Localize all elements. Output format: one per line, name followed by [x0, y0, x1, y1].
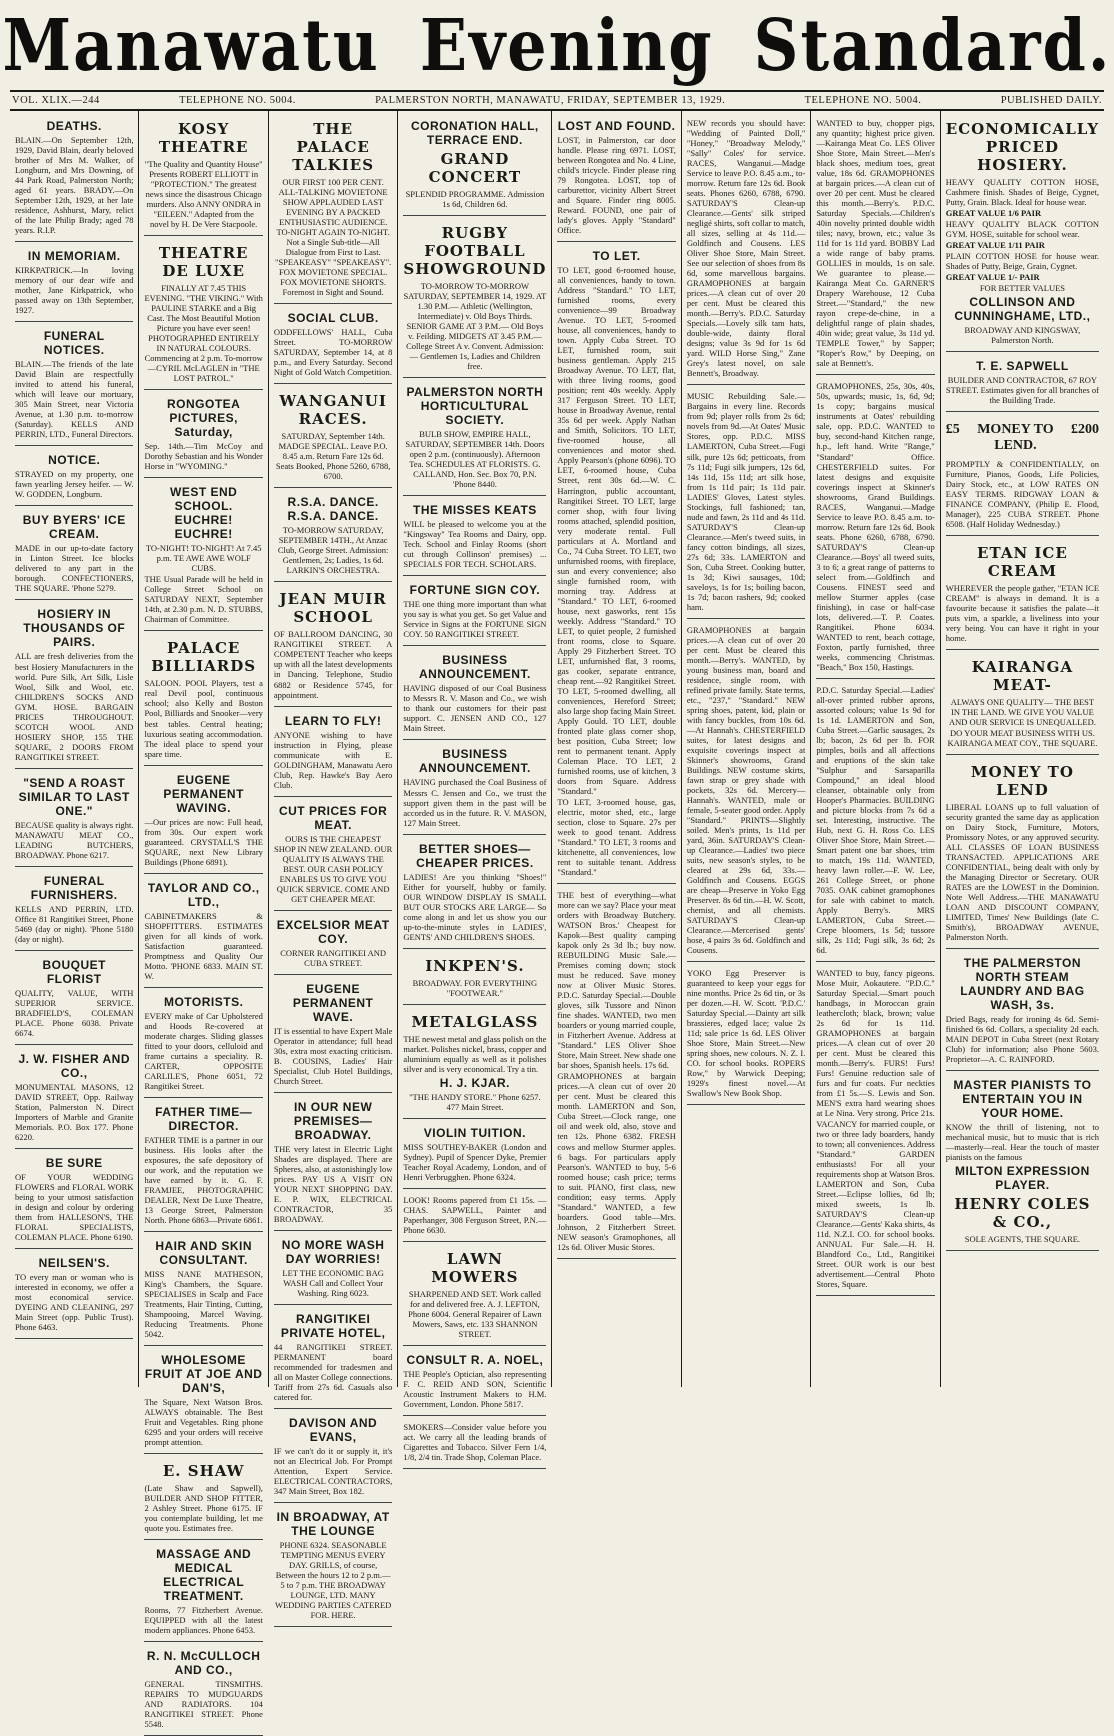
heading: KAIRANGA MEAT-	[971, 658, 1074, 695]
price-3: GREAT VALUE 1/- PAIR	[945, 272, 1040, 283]
money-to: £200	[1071, 422, 1100, 438]
text: Rooms, 77 Fitzherbert Avenue. EQUIPPED with all the latest modern appliances. Phone 6453.	[144, 1605, 263, 1636]
heading: RONGOTEA PICTURES, Saturday,	[167, 397, 241, 440]
private-hotel-ad	[274, 1307, 392, 1409]
etan-ice-cream-ad	[946, 538, 1099, 650]
text: LIBERAL LOANS up to full valuation of security granted the same day as application on Dairy Stock, Furniture, Motors, Promissory Notes, or any approved security. ALL CLASSES OF LOAN BUSINESS TRANSACTED. APPLICATIONS ARE CONFIDENTIAL, being dealt with only by the Managing Director or Secretary. OUR RATES are the LOWEST in the Dominion. Note Well Address.—THE MANAWATU LOAN AND DISCOUNT COMPANY, LIMITED, Times' New Buildings (late C. Smith's), BROADWAY AVENUE, Palmerston North.	[945, 801, 1100, 942]
euchre-ad	[144, 480, 262, 631]
heading: CUT PRICES FOR MEAT.	[278, 803, 388, 832]
money-heading: MONEY TO LEND.	[977, 422, 1054, 454]
text: MISS SOUTHEY-BAKER (London and Sydney). Pupil of Spencer Dyke, Premier Teacher Royal Academy, London, and of Henri Verbrugghen. Phone 6324.	[403, 1141, 547, 1182]
motorists-ad	[144, 990, 262, 1098]
heading: FUNERAL FURNISHERS.	[30, 873, 118, 902]
text: 44 RANGITIKEI STREET. PERMANENT board recommended for tradesmen and all on Master College connections. Tariff from 27s 6d. Casuals also catered for.	[273, 1342, 393, 1403]
text: SMOKERS—Consider value before you act. We carry all the leading brands of Cigarettes and Tobacco. Silver Fern 1/4, 1/8, 2/4 tin. Trade Shop, Coleman Place.	[403, 1422, 547, 1463]
heading: THE PALACE TALKIES	[292, 120, 375, 174]
classified-sales	[557, 886, 675, 1259]
text: WANTED to buy, chopper pigs, any quantity; highest price given.—Kairanga Meat Co. LES Oliver Shoe Store, Main Street.—Men's black shoes, medium toes, great value, 18s 6d. GRAMOPHONES at bargain prices.—A clean cut of over 20 per cent. Must be cleared this month.—Berry's. P.D.C. Saturday Specials.—Children's 40in novelty printed double width tiles; navy, brown, etc.; value 3s 11d for 1s 11d yard. BOBBY Lad a wide range of baby prams. GOLLIES in moulds, 1s on sale. We guarantee to please.—Kairanga Meat Co. GARNER'S Drapery Warehouse, 12 Cuba Street.—"Standard," the new rayon crepe-de-chine, in a delightful range of plain shades, 40in wide; great value, 3s 11d yd. TEMPLE Tower," by Sapper; "Roper's Row," by Deeping, on sale at Bennett's.	[816, 118, 935, 369]
store-name: COLLINSON AND CUNNINGHAME, LTD.,	[954, 295, 1091, 324]
heading: EUGENE PERMANENT WAVING.	[163, 772, 244, 815]
classified-3	[816, 681, 934, 962]
heading: RANGITIKEI PRIVATE HOTEL,	[280, 1312, 386, 1341]
text: Sep. 14th.—Tim McCoy and Dorothy Sebastian and his Wonder Horse in "WYOMING."	[144, 441, 263, 472]
column-8	[941, 111, 1104, 1387]
text-2: GRAMOPHONES at bargain prices.—A clean cut of over 20 per cent. Must be cleared this month. LAMERTON and Son, Cuba Street.—Clock range, one oil and week old, also, stove and ten 12s. Phone 6382. FRESH cows and mellow Sturmer apples. 6 bags. For particulars apply Pearson's. WANTED to buy, 5-6 roomed house; cash price; terms to suit. PIANO, first class, new condition; easy terms. Apply "Standard." WANTED, a few boarders. Good table—Mrs. Johnson, 2 Fitzherbert Street. NEW season's Gramophones, all 12s 6d. Oliver Music Stores.	[557, 1071, 676, 1252]
columns	[10, 111, 1104, 1730]
theatre-de-luxe-ad	[144, 238, 262, 390]
heading: E. SHAW	[162, 1462, 245, 1481]
wanganui-races-ad	[274, 386, 392, 488]
text: LADIES! Are you thinking "Shoes!" Either for yourself, hubby or family. OUR WINDOW DISPLAY IS SMALL BUT OUR STOCKS ARE LARGE— So come along in and let us show you our up-to-the-minute styles in LADIES', GENTS' AND CHILDREN'S SHOES.	[403, 871, 547, 942]
heading: IN BROADWAY, AT THE LOUNGE	[276, 1510, 390, 1539]
text: BULB SHOW, EMPIRE HALL, SATURDAY, SEPTEMBER 14th. Doors open 2 p.m. (continuously). Afternoon Tea. SCHEDULES AT FLORISTS. G. CALLAND, Hon. Sec. Box 70, P.N. 'Phone 8440.	[405, 429, 545, 490]
text-2: THE Usual Parade will be held in College Street School on SATURDAY NEXT, September 14th, at 2.30 p.m. N. D. STUBBS, Chairman of Committee.	[144, 574, 263, 625]
telephone-left: TELEPHONE NO. 5004.	[179, 95, 296, 106]
text: NEW records you should have: "Wedding of Painted Doll," "Honey," "Broadway Melody," "Sally" Coles' for service. RACES, Wanganui.—Madge Service to leave P.O. 8.45 a.m., to-morrow. Return fare 12s 6d. Book seats. Phones 6260, 6788, 6790. SATURDAY'S Clean-up Clearance.—Gents' silk striped negligé shirts, soft collar to match, all sizes, selling at 4s 11d.—Goldfinch and Cousens. LES Oliver Shoe Store, Main Street. See our selection of shoes from 8s 6d, some marvellous bargains. GRAMOPHONES at bargain prices.—A clean cut of over 20 per cent. Must be cleared this month.—Berry's. P.D.C. Saturday Specials.—Lovely silk tam hats, double-wide, dainty floral designs; value 3s 9d for 1s 6d yard. WILD Horse Sing," Zane Grey's latest novel, on sale Bennett's, Broadway.	[686, 118, 806, 379]
text: KIRKPATRICK.—In loving memory of our dear wife and mother, Jane Kirkpatrick, who passed away on 13th September, 1927.	[15, 265, 134, 316]
heading: IN OUR NEW PREMISES— BROADWAY.	[293, 1099, 373, 1142]
heading: PALMERSTON NORTH HORTICULTURAL SOCIETY.	[406, 385, 544, 428]
shaw-builder-ad	[144, 1456, 262, 1540]
heading: MASTER PIANISTS TO ENTERTAIN YOU IN YOUR HOME.	[953, 1077, 1092, 1120]
price-1: GREAT VALUE 1/6 PAIR	[945, 208, 1042, 219]
text: "The Quality and Quantity House" Presents ROBERT ELLIOTT in "PROTECTION." The greatest news since the disastrous Chicago murders. Also ANNY ONDRA in "EILEEN." Adapted from the novel by H. De Vere Stacpoole.	[144, 159, 263, 230]
heading: NOTICE.	[48, 453, 101, 468]
heading: FUNERAL NOTICES.	[43, 329, 105, 358]
steam-laundry-ad	[946, 951, 1099, 1071]
text: HAVING purchased the Coal Business of Messrs C. Jensen and Co., we trust the support given them in the past will be accorded us in the future. R. V. MASON, 127 Main Street.	[403, 777, 547, 828]
text: LOST, in Palmerston, car door handle. Please ring 6971. LOST, between Rongotea and No. 4 Line, child's tricycle. Finder please ring 79 Rongotea. LOST, top of carburettor, vicinity Albert Street and Square. Finder ring 8005. Reward. FOUND, one pair of lady's gloves. Apply "Standard" Office.	[557, 135, 676, 236]
social-club-ad	[274, 306, 392, 384]
master-pianists-ad	[946, 1073, 1099, 1251]
masthead-word-2: Evening	[419, 3, 714, 87]
text: KELLS AND PERRIN, LTD. Office 81 Rangitikei Street, Phone 5469 (day or night). 'Phone 5180 (day or night).	[15, 903, 134, 944]
text: GRAMOPHONES, 25s, 30s, 40s, 50s, upwards; music, 1s, 6d, 9d; 1s copy; bargains musical instruments at Oates' rebuilding sale, opp. P.D.C. WANTED to buy, second-hand Kitchen range, h.p., left hand. Write "Range," "Standard" Office. CHESTERFIELD suites. For latest designs and exquisite coverings inspect at Skinner's showrooms, Grand Buildings. RACES, Wanganui.—Madge Service to leave P.O. 8.45 a.m. to-morrow. Return fare 12s 6d. Book seats. Phone 6260, 6788, 6790. SATURDAY'S Clean-up Clearance.—Boys' all tweed suits, 3 to 6; a great range of patterns to select from.—Goldfinch and Cousens. FINEST seed and mellow Sturmer apples (case finishing), in case or half-case lots, delivered.—T. P. Coates. Rangitikei. Phone 6034. WANTED to rent, beach cottage, Foxton, partly furnished, three weeks, commencing Christmas. "Beach," Box 150, Hastings.	[816, 381, 935, 672]
classified-4	[816, 964, 934, 1296]
money-from: £5	[945, 422, 960, 438]
price-2: GREAT VALUE 1/11 PAIR	[945, 240, 1045, 251]
classified-2	[687, 387, 805, 618]
text: TO-MORROW SATURDAY, SEPTEMBER 14TH., At Anzac Club, George Street. Admission: Gentlemen, 2s; Ladies, 1s 6d. LARKIN'S ORCHESTRA.	[277, 525, 389, 576]
learn-to-fly-ad	[274, 709, 392, 797]
heading: HOSIERY IN THOUSANDS OF PAIRS.	[23, 607, 126, 650]
heading: NEILSEN'S.	[38, 1256, 110, 1271]
neilsen-ad	[15, 1251, 133, 1339]
text: BUILDER AND CONTRACTOR, 67 ROY STREET. Estimates given for all branches of the Building Trade.	[945, 375, 1099, 406]
column-2	[139, 111, 268, 1730]
coronation-hall-ad	[403, 114, 546, 216]
dateline	[10, 92, 1104, 111]
place-date: PALMERSTON NORTH, MANAWATU, FRIDAY, SEPTEMBER 13, 1929.	[375, 95, 726, 106]
masthead-word-1: Manawatu	[2, 3, 380, 87]
heading: INKPEN'S.	[425, 956, 525, 975]
heading: PALACE BILLIARDS	[151, 639, 257, 676]
classified-4	[687, 964, 805, 1105]
text: QUALITY, VALUE, WITH SUPERIOR SERVICE. BRADFIELD'S, COLEMAN PLACE. Phone 6038. Private 6674.	[15, 987, 134, 1038]
broadway-lounge-ad	[274, 1505, 392, 1627]
davison-evans-ad	[274, 1411, 392, 1503]
published-daily: PUBLISHED DAILY.	[1000, 95, 1102, 106]
lawn-mowers-ad	[403, 1244, 546, 1346]
masthead-word-3: Standard.	[753, 3, 1112, 87]
father-time-ad	[144, 1100, 262, 1232]
better-values: FOR BETTER VALUES	[979, 283, 1065, 294]
classified-3	[687, 621, 805, 963]
text: —Our prices are now: Full head, from 30s. Our expert work guaranteed. CRYSTALL'S THE SQUARE, next New Library Buildings (Phone 6891).	[144, 816, 263, 867]
column-3	[269, 111, 398, 1621]
optician-ad	[403, 1348, 546, 1416]
palace-billiards-ad	[144, 633, 262, 765]
subheading: H. J. KJAR.	[439, 1075, 510, 1090]
mcculloch-ad	[144, 1644, 262, 1736]
heading: HAIR AND SKIN CONSULTANT.	[155, 1239, 253, 1268]
hair-skin-ad	[144, 1234, 262, 1346]
milton-player: MILTON EXPRESSION PLAYER.	[955, 1163, 1090, 1192]
text: THE one thing more important than what you say is what you get. So get Value and Service in Signs at the FORTUNE SIGN COY. 50 RANGITIKEI STREET.	[403, 599, 547, 640]
text: FATHER TIME is a partner in our business. His looks after the exposures, the safe depository of our work, and the reputation we have earned by it. G. F. FRAMJEE, PHOTOGRAPHIC DEALER, Next De Luxe Theatre, 13 George Street, Palmerston North. Phone 6863—Private 6861.	[144, 1134, 263, 1225]
text: TO LET, good 6-roomed house, all conveniences, handy to town. Address "Standard." TO LET, furnished rooms, every convenience—99 Broadway Avenue. TO LET, 5-roomed house, all conveniences, handy to town. Apply Cuba Street. TO LET, furnished room, suit business gentleman. Apply 215 Broadway Avenue. TO LET, flat, with three living rooms, good position; rent 40s weekly. Apply 317 Ferguson Street. TO LET, house in Broadway Avenue, rental 35s 6d per week. Apply Nathan and Smith, Solicitors. TO LET, five-roomed house, all conveniences and motor shed. Apply Pearson's (phone 6096). TO LET, 6-roomed house, Cuba Street, rent 30s 6d.—W. C. Harrington, public accountant, Rangitikei Street. TO LET, large corner shop, with four living rooms attached, splendid position, very moderate rental. Full particulars at A. Mortland and Co., 74 Cuba Street. TO LET, two unfurnished rooms, with fireplace, sun and every convenience; also single furnished room, with morning tray. Address at "Standard." TO LET, 6-roomed house, next gasworks, rent 15s weekly. Address "Standard." TO LET, to quiet people, 2 furnished front rooms, close to Square. Apply 29 Fitzherbert Street. TO LET, unfurnished flat, 3 rooms, gas cooker, separate entrance, cheap rent.—92 Rangitikei Street. TO LET, 5-roomed dwelling, all conveniences, Hereford Street; also large shop facing Main Street. Apply Gould. TO LET, double fronted plate glass corner shop, best position, Cuba Street; low rent to permanent tenant. Apply Coleman Place. TO LET, 2 furnished rooms, use of kitchen, 3 doors from Square. Address "Standard."	[557, 265, 676, 796]
heading: WANGANUI RACES.	[279, 392, 387, 429]
heading: R.S.A. DANCE. R.S.A. DANCE.	[287, 495, 379, 524]
money-lend-ad	[946, 757, 1099, 949]
roast-ad	[15, 771, 133, 867]
text: ALWAYS ONE QUALITY— THE BEST IN THE LAND. WE GIVE YOU VALUE AND OUR SERVICE IS UNEQUALLED. DO YOUR MEAT BUSINESS WITH US. KAIRANGA MEAT COY., THE SQUARE.	[947, 697, 1098, 748]
money-range	[946, 419, 1099, 457]
text: OURS IS THE CHEAPEST SHOP IN NEW ZEALAND. OUR QUALITY IS ALWAYS THE BEST. OUR CASH POLICY ENABLES US TO GIVE YOU QUICK SERVICE. COME AND GET CHEAPER MEAT.	[273, 833, 393, 904]
hosiery-ad	[946, 114, 1099, 352]
text: OUR FIRST 100 PER CENT. ALL-TALKING MOVIETONE SHOW APPLAUDED LAST EVENING BY A PACKED ENTHUSIASTIC AUDIENCE. TO-NIGHT AGAIN TO-NIGHT. Not a Single Sub-title—All Dialogue from First to Last. "SPEAKEASY" "SPEAKEASY". FOX MOVIETONE SPECIAL. FOX MOVIETONE SHORTS. Foremost in Sight and Sound.	[274, 177, 392, 298]
heading: LEARN TO FLY!	[284, 713, 382, 728]
heading: THEATRE DE LUXE	[158, 244, 249, 281]
hosiery-ad	[15, 602, 133, 768]
lost-and-found	[557, 114, 675, 242]
heading: METALGLASS	[411, 1012, 539, 1031]
item-2: HEAVY QUALITY BLACK COTTON GYM. HOSE, suitable for school wear.	[945, 219, 1100, 240]
heading: THE MISSES KEATS	[412, 503, 537, 518]
excelsior-meat-ad	[274, 913, 392, 975]
text: BLAIN.—On September 12th, 1929, David Blain, dearly beloved brother of Mrs M. Walker, of Longburn, and Mrs Downing, of 44 Park Road, Palmerston North; aged 61 years. BRADY.—On September 12th, 1929, at her late residence, Ashhurst, Mary, relict of the late Philip Brady; aged 78 years. R.I.P.	[15, 135, 134, 236]
better-shoes-ad	[403, 837, 546, 949]
heading: FORTUNE SIGN COY.	[409, 583, 541, 598]
heading: WHOLESOME FRUIT AT JOE AND DAN'S,	[144, 1353, 263, 1396]
massage-ad	[144, 1542, 262, 1642]
metalglass-ad	[403, 1007, 546, 1119]
text: IF we can't do it or supply it, it's not an Electrical Job. For Prompt Attention, Expert Service. ELECTRICAL CONTRACTORS, 347 Main Street, Box 182.	[273, 1446, 393, 1497]
heading: EUGENE PERMANENT WAVE.	[292, 981, 374, 1024]
text: ODDFELLOWS' HALL, Cuba Street. TO-MORROW SATURDAY, September 14, at 8 p.m., and Every Saturday. Second Night of Gold Watch Competition.	[273, 327, 393, 378]
text: TO-MORROW TO-MORROW SATURDAY, SEPTEMBER 14, 1929. AT 1.30 P.M.— Athletic (Wellington, Intermediate) v. Old Boys Thirds. SENIOR GAME AT 3 P.M.— Old Boys v. Feilding. MIDGETS AT 3.45 P.M.— College Street A v. Convent. Admission:— Gentlemen 1s, Ladies and Children free.	[403, 281, 547, 372]
new-premises-ad	[274, 1095, 392, 1231]
text-2: "THE HANDY STORE." Phone 6257. 477 Main Street.	[409, 1091, 541, 1112]
text: WILL be pleased to welcome you at the "Kingsway" Tea Rooms and Dairy, opp. Tech. School and Finlay Rooms (short cut through Collinson' premises) ... SPECIALS FOR TECH. SCHOLARS.	[403, 519, 547, 570]
text: STRAYED on my property, one fawn yearling Jersey heifer. — W. W. GODDEN, Longburn.	[15, 469, 134, 500]
classified-1	[816, 114, 934, 375]
sole-agents: SOLE AGENTS, THE SQUARE.	[964, 1233, 1081, 1244]
violin-tuition-ad	[403, 1121, 546, 1189]
text: MONUMENTAL MASONS, 12 DAVID STREET, Opp. Railway Station, Palmerston N. Direct Importers of Marble and Granite Memorials. P.O. Box 177. Phone 6220.	[15, 1081, 134, 1142]
text: SHARPENED AND SET. Work called for and delivered free. A. J. LEFTON, Phone 6004. General Repairer of Lawn Mowers, Saws, etc. 133 SHANNON STREET.	[408, 1288, 542, 1339]
inkpens-ad	[403, 951, 546, 1005]
text: WHEREVER the people gather, "ETAN ICE CREAM" is always in demand. It is a favourite because it satisfies the palate—it puts vim, a sparkle, a liveliness into your very being. You can have it right in your home.	[945, 583, 1100, 644]
rsa-dance-ad	[274, 490, 392, 582]
column-1	[10, 111, 139, 1387]
masthead	[2, 0, 1112, 92]
kairanga-meat-ad	[946, 652, 1099, 754]
column-5	[552, 111, 681, 1387]
heading: CORONATION HALL, TERRACE END.	[411, 119, 539, 147]
text: THE best of everything—what more can we say? Place your meat orders with Broadway Butchery. WATSON Bros.' Cheapest for Kapok—Best quality camping kapok only 2s 3d lb.; buy now. REBUILDING Music Sale.—Premises coming down; stock must be reduced. Save money now at Oliver Music Stores. P.D.C. Saturday Special.—Double gloves, silk Tussore and Ninon fine shades. WANTED, two men boarders or young married couple, in Fitzherbert Avenue. Address at "Standard." LES Oliver Shoe Store, Main Street. New shade one bar shoes, Spanish heels. 17s 6d.	[557, 890, 676, 1071]
funeral-furnishers-ad	[15, 869, 133, 951]
taylor-cabinetmakers-ad	[144, 876, 262, 988]
text: PROMPTLY & CONFIDENTIALLY, on Furniture, Pianos, Goods, Life Policies, Dairy Stock, etc., at LOW RATES ON EASY TERMS. RIDGWAY LOAN & FINANCE COMPANY, (Philip E. Flood, Manager), 225 CUBA STREET. Phone 6508. (Half Holiday Wednesday.)	[945, 459, 1100, 530]
heading: TO LET.	[592, 249, 641, 264]
heading: RUGBY FOOTBALL SHOWGROUND	[403, 224, 547, 279]
column-7	[811, 111, 940, 1387]
heading: WEST END SCHOOL. EUCHRE! EUCHRE!	[170, 485, 238, 542]
cut-prices-meat-ad	[274, 799, 392, 911]
heading: VIOLIN TUITION.	[423, 1125, 526, 1140]
heading: J. W. FISHER AND CO.,	[18, 1051, 131, 1080]
text: THE very latest in Electric Light Shades are displayed. There are Spheres, also, at astonishingly low prices. PAY US A VISIT ON YOUR NEXT SHOPPING DAY. E. P. WIX, ELECTRICAL CONTRACTOR, 35 BROADWAY.	[273, 1143, 393, 1224]
text: WANTED to buy, fancy pigeons. Mose Muir, Aokautere. "P.D.C." Saturday Special.—Smart pouch handbags, in Moroccan grain leathercloth; black, brown; value 2s 6d for 1s 11d. GRAMOPHONES at bargain prices.—A clean cut of over 20 per cent. Must be cleared this month.—Berry's. FURS! Furs! Furs! Genuine reduction sale of furs and fur coats. Fur neckties from £1 5s.—S. Lewis and Son. MEN'S extra hard wearing shoes at Le Nina. Very strong. Price 21s. VACANCY for married couple, or two or three lady boarders, handy to town; all conveniences. Address "Standard." GARDEN enthusiasts! For all your requirements shop at Watson Bros. LAMERTON and Son, Cuba Street.—Eclipse lollies, 6d lb; mixed sweets, 1s lb. SATURDAY'S Clean-up Clearance.—Gents' Kaka shirts, 4s 11d. N.Z.I. CO. for school books. ANNUAL Fur Sale.—H. H. Blandford Co., Ltd., Rangitikei Street. OUR work is our best advertisement.—Central Photo Stores, Square.	[816, 968, 935, 1289]
text: ALL are fresh deliveries from the best Hosiery Manufacturers in the world. Pure Silk, Art Silk, Lisle Wool, Silk and Wool, etc. CHILDREN'S SOCKS AND GYM. HOSE. BARGAIN PRICES THROUGHOUT. SCOTCH WOOL AND HOSIERY SHOP, 155 THE SQUARE, 2 DOORS FROM RANGITIKEI STREET.	[15, 651, 134, 762]
misses-keats-ad	[403, 498, 546, 576]
text: EVERY make of Car Upholstered and Hoods Re-covered at moderate charges. Sliding glasses fitted to your doors, celluloid and frame curtains a speciality. R. CARTER, OPPOSITE CARLILE'S, Phone 6051, 72 Rangitikei Street.	[144, 1010, 263, 1091]
text: FINALLY AT 7.45 THIS EVENING. "THE VIKING." With PAULINE STARKE and a Big Cast. The Most Beautiful Motion Picture you have ever seen! PHOTOGRAPHED ENTIRELY IN NATURAL COLOURS. Commencing at 2 p.m. To-morrow—CYRIL McLAGLEN in "THE LOST PATROL."	[144, 283, 263, 384]
text: Dried Bags, ready for ironing 4s 6d. Semi-finished 6s 6d. Collars, a speciality 2d each. MAIN DEPOT in Cuba Street (next Rotary Club) for information; also Phone 5603. Proprietor—A. C. RAINFORD.	[945, 1013, 1100, 1064]
jean-muir-ad	[274, 584, 392, 706]
text: THE newest metal and glass polish on the market. Polishes nickel, brass, copper and aluminium equally as well as it polishes silver and is very economical. Try a tin.	[403, 1033, 547, 1074]
heading: BOUQUET FLORIST	[42, 957, 106, 986]
heading: LAWN MOWERS	[431, 1249, 519, 1286]
notice	[15, 448, 133, 506]
text: SPLENDID PROGRAMME. Admission 1s 6d, Children 6d.	[405, 189, 545, 210]
heading: BUSINESS ANNOUNCEMENT.	[418, 747, 531, 776]
fortune-sign-ad	[403, 578, 546, 646]
text: BECAUSE quality is always right. MANAWATU MEAT CO., LEADING BUTCHERS, BROADWAY. Phone 6217.	[15, 819, 134, 860]
business-announcement-1	[403, 648, 546, 740]
volume-number: VOL. XLIX.—244	[12, 95, 100, 106]
heading: EXCELSIOR MEAT COY.	[276, 917, 390, 946]
heading: CONSULT R. A. NOEL,	[406, 1353, 544, 1367]
heading: JEAN MUIR SCHOOL	[279, 590, 387, 627]
heading: DEATHS.	[46, 119, 102, 133]
money-to-lend-ad	[946, 414, 1099, 536]
text: MUSIC Rebuilding Sale.—Bargains in every line. Records from 9d; player rolls from 2s 6d; novels from 9d.—At Oates' Music Stores, opp. P.D.C. MISS LAMERTON, Cuba Street.—Fugi silk, pure 12s 6d; petticoats, from 7s 11d; Fugi silk jumpers, 12s 6d, 14s 11d, 15s 11d; art silk hose, from 1s 11d pair; 1s 11d pair. LADIES' Gloves, Latest styles. Stockings, full fashioned; tan, nude and fawn, 2s 11d and 4s 11d. SATURDAY'S Clean-up Clearance.—Men's tweed suits, in fancy cotton bindings, all sizes, 27s 6d; 33s. LAMERTON and Son, Cuba Street. Cooking butter, 1s 3d; Kiwi sausages, 10d; saveloys, 1s for 1s; boiling bacon, 1s 7d; bacon rashers, 9d; cooked ham.	[686, 391, 806, 612]
text: (Late Shaw and Sapwell), BUILDER AND SHOP FITTER, 2 Ashley Street. Phone 6175. IF you contemplate building, let me quote you. Estimates free.	[144, 1483, 263, 1534]
bouquet-florist-ad	[15, 953, 133, 1045]
text: KNOW the thrill of listening, not to mechanical music, but to music that is rich—masterly—real. Hear the touch of master pianists on the famous	[945, 1121, 1100, 1162]
heading: IN MEMORIAM.	[27, 249, 121, 264]
item-3: PLAIN COTTON HOSE for house wear. Shades of Putty, Beige, Grain, Cygnet.	[945, 251, 1100, 272]
heading: TAYLOR AND CO., LTD.,	[147, 880, 260, 909]
to-let	[557, 244, 675, 884]
text: GENERAL TINSMITHS. REPAIRS TO MUDGUARDS AND RADIATORS. 104 RANGITIKEI STREET. Phone 5548.	[144, 1679, 263, 1730]
henry-coles: HENRY COLES & CO.,	[954, 1194, 1091, 1231]
rugby-ad	[403, 218, 546, 378]
heading: LOST AND FOUND.	[557, 119, 676, 133]
palace-talkies-ad	[274, 114, 392, 304]
column-4	[398, 111, 552, 1463]
business-announcement-2	[403, 742, 546, 834]
heading: BE SURE	[45, 1155, 103, 1170]
heading: BETTER SHOES— CHEAPER PRICES.	[416, 841, 534, 870]
fruit-ad	[144, 1348, 262, 1454]
classified-2	[816, 377, 934, 678]
eugene-waving-ad	[144, 768, 262, 874]
in-memoriam	[15, 244, 133, 322]
heading: ECONOMICALLY PRICED HOSIERY.	[945, 120, 1100, 174]
byers-ice-cream-ad	[15, 508, 133, 600]
heading: FATHER TIME— DIRECTOR.	[155, 1104, 253, 1133]
heading: R. N. McCULLOCH AND CO.,	[146, 1649, 261, 1678]
text: IT is essential to have Expert Male Operator in attendance; full head 30s, extra most exacting criticism. B. COUSINS, Ladies' Hair Specialist, Club Hotel Buildings, Church Street.	[273, 1025, 393, 1086]
subheading: GRAND CONCERT	[428, 150, 522, 186]
text: SALOON. POOL Players, test a real Devil pool, continuous school; also Kelly and Boston Pool, Billiards and Snooker—very best tables. Central heating; luxurious seating accommodation. The ideal place to spend your spare time.	[144, 678, 263, 759]
text: TO-NIGHT! TO-NIGHT! At 7.45 p.m. TE AWE AWE WOLF CUBS.	[145, 543, 262, 574]
smokers-ad	[403, 1418, 546, 1469]
heading: THE PALMERSTON NORTH STEAM LAUNDRY AND BAG WASH, 3s.	[960, 955, 1085, 1012]
text: CORNER RANGITIKEI AND CUBA STREET.	[280, 947, 387, 968]
column-6	[682, 111, 811, 1387]
eugene-wave-ad	[274, 977, 392, 1093]
kosy-theatre-ad	[144, 114, 262, 236]
heading: T. E. SAPWELL	[976, 359, 1069, 374]
heading: MONEY TO LEND	[970, 762, 1074, 799]
deaths-notice	[15, 114, 133, 242]
text: LET THE ECONOMIC BAG WASH Call and Collect Your Washing. Ring 6023.	[282, 1267, 384, 1299]
fisher-masons-ad	[15, 1047, 133, 1149]
sapwell-builder-ad	[946, 354, 1099, 412]
text: MADE in our up-to-date factory in Linton Street. Ice blocks delivered to any part in the borough. CONFECTIONERS, THE SQUARE. 'Phone 5279.	[15, 543, 134, 594]
heading: MOTORISTS.	[163, 994, 244, 1009]
text: BROADWAY. FOR EVERYTHING "FOOTWEAR."	[412, 977, 538, 998]
text-2: TO LET, 3-roomed house, gas, electric, motor shed, etc., large section, close to Square. 27s per week to good tenant. Address "Standard." TO LET, 3 rooms and kitchenette, all conveniences, low rent to suitable tenant. Address "Standard."	[557, 796, 676, 878]
text: LOOK! Rooms papered from £1 15s. —CHAS. SAPWELL, Painter and Paperhanger, 308 Ferguson Street, P.N.—Phone 6630.	[403, 1194, 547, 1235]
rooms-papered-ad	[403, 1191, 546, 1242]
text: OF BALLROOM DANCING, 30 RANGITIKEI STREET. A COMPETENT Teacher who keeps up with all the latest developments in Dancing. Telephone, Studio 6882 or Residence 5745, for appointment.	[273, 629, 393, 700]
text: THE People's Optician, also representing F. C. REID AND SON, Scientific Acoustic Instrument Makers to H.M. Government, London. Phone 5817.	[403, 1369, 547, 1410]
text: YOKO Egg Preserver is guaranteed to keep your eggs for nine months. Price 2s 6d tin, or 3s per dozen.—H. W. Scott. 'P.D.C.' Saturday Special.—Dainty art silk brassieres, edged lace; value 2s 11d; sale price 1s 6d. LES Oliver Shoe Store, Main Street.—New spring shoes, new colours. N. Z. I. CO. for school books. ROPERS Row," by Warwick Deeping; 1929's finest novel.—At Swallow's New Book Shop.	[686, 968, 806, 1099]
text: The Square, Next Watson Bros. ALWAYS obtainable. The Best Fruit and Vegetables. Ring phone 6295 and your orders will receive prompt attention.	[144, 1397, 263, 1448]
text: GRAMOPHONES at bargain prices.—A clean cut of over 20 per cent. Must be cleared this month.—Berry's. WANTED, by young business man, board and residence, single room, with refined private family. State terms, etc., "237," "Standard." NEW spring shoes, patent, kid, plain or with fancy buckles, from 10s 6d. —At Hannah's. CHESTERFIELD suites, for latest designs and exquisite coverings inspect at Skinner's showrooms, Grand Buildings. NEW costume skirts, fawn strap or grey shade with pockets, 32s 6d. Mercery—Hannah's. WANTED, male or female, 5-seater good order. Apply "Standard." PRINTS—Slightly soiled. Men's prints, 1s 11d per yard, 36in. SATURDAY'S Clean-up Clearance.—Ladies' two piece suits, new season's styles, to be cleared at 29s 6d, 33s.—Goldfinch and Cousens. EGGS are cheap—Preserve in Yoko Egg Preserver. 8s 6d tin.—H. W. Scott, chemist, and all chemists. SATURDAY'S Clean-up Clearance.—Mercerised gents' hose, 4 pairs 3s 6d. Goldfinch and Cousens.	[686, 624, 806, 956]
text: HAVING disposed of our Coal Business to Messrs R. V. Mason and Co., we wish to thank our customers for their past support. C. JENSEN AND CO., 127 Main Street.	[403, 683, 547, 734]
text: ANYONE wishing to have instruction in Flying, please communicate with E. GOLDINGHAM, Manawatu Aero Club, Rep. Hawke's Bay Aero Club.	[273, 729, 393, 790]
item-1: HEAVY QUALITY COTTON HOSE, Cashmere finish. Shades of Beige, Cygnet, Putty, Grain. Black. Ideal for house wear.	[945, 177, 1100, 208]
store-address: BROADWAY AND KINGSWAY, Palmerston North.	[964, 325, 1081, 346]
heading: BUSINESS ANNOUNCEMENT.	[418, 653, 531, 682]
text: P.D.C. Saturday Special.—Ladies' all-over printed rubber aprons, assorted colours; value 1s 9d for 1s 1d. LAMERTON and Son, Cuba Street.—Garlic sausages, 2s lb; bacon, 2s 6d per lb. FOR pimples, boils and all affections and eruptions of the skin take "Sulphur and Sarsaparilla Compound," an ideal blood cleanser, obtainable only from Hooper's Pharmacies. BUILDING and picture blocks from 7s 6d a set. Interesting, instructive. The Hub, next G. H. Ross Co. LES Oliver Shoe Store, Main Street.—Smart patent one bar shoes, trim to match, 19s 11d. WANTED, heavy lawn roller.—F. W. Lee, 261 College Street, or phone 7035. OAK cabinet gramophones for sale with cabinet to match. Apply Berry's. MRS LAMERTON, Cuba Street.—Crepe bloomers, 1s 5d; tussore silk, 2s 11d; Fugi silk, 3s 6d; 2s 6d.	[816, 684, 935, 956]
heading: KOSY THEATRE	[158, 120, 249, 156]
halleson-florist-ad	[15, 1151, 133, 1249]
text: PHONE 6324. SEASONABLE TEMPTING MENUS EVERY DAY. GRILLS, of course, Between the hours 12 to 2 p.m.— 5 to 7 p.m. THE BROADWAY LOUNGE, LTD. MANY WEDDING PARTIES CATERED FOR. HERE.	[274, 1540, 392, 1621]
text: TO every man or woman who is interested in economy, we offer a most economical service. DYEING AND CLEANING, 297 Main Street (opp. Public Trust). Phone 6463.	[15, 1272, 134, 1333]
text: MISS NANE MATHESON, King's Chambers, the Square. SPECIALISES in Scalp and Face Treatments, Hair Tinting, Cutting, Shampooing, Marcel Waving. Reducing Treatments. Phone 5042.	[144, 1269, 263, 1340]
text: CABINETMAKERS & SHOPFITTERS. ESTIMATES given for all kinds of work. Satisfaction guaranteed. Promptness and Quality Our Motto. 'PHONE 6833. MAIN ST. W.	[144, 910, 263, 981]
text: OF YOUR WEDDING FLOWERS and FLORAL WORK being to your utmost satisfaction in design and colour by ordering them from HALLESON'S, THE FLORAL SPECIALISTS, COLEMAN PLACE. Phone 6190.	[15, 1171, 134, 1243]
horticultural-ad	[403, 380, 546, 496]
heading: SOCIAL CLUB.	[287, 311, 379, 326]
funeral-notices	[15, 324, 133, 446]
heading: MASSAGE AND MEDICAL ELECTRICAL TREATMENT.	[156, 1547, 252, 1604]
text: BLAIN.—The friends of the late David Blain are respectfully invited to attend his funeral, which will leave our mortuary, 305 Main Street, near Victoria Avenue, at 1.30 p.m. to-morrow (Saturday). KELLS AND PERRIN, LTD., Funeral Directors.	[15, 359, 134, 440]
rongotea-pictures-ad	[144, 392, 262, 478]
text: SATURDAY, September 14th. MADGE SPECIAL. Leave P.O. 8.45 a.m. Return Fare 12s 6d. Seats Booked, Phone 5260, 6788, 6700.	[275, 431, 391, 482]
heading: DAVISON AND EVANS,	[289, 1416, 378, 1445]
heading: ETAN ICE CREAM	[977, 544, 1068, 581]
heading: NO MORE WASH DAY WORRIES!	[281, 1237, 385, 1266]
telephone-right: TELEPHONE NO. 5004.	[804, 95, 922, 106]
wash-day-ad	[274, 1233, 392, 1305]
heading: BUY BYERS' ICE CREAM.	[22, 513, 126, 542]
heading: "SEND A ROAST SIMILAR TO LAST ONE."	[18, 775, 130, 818]
classified-1	[687, 114, 805, 385]
